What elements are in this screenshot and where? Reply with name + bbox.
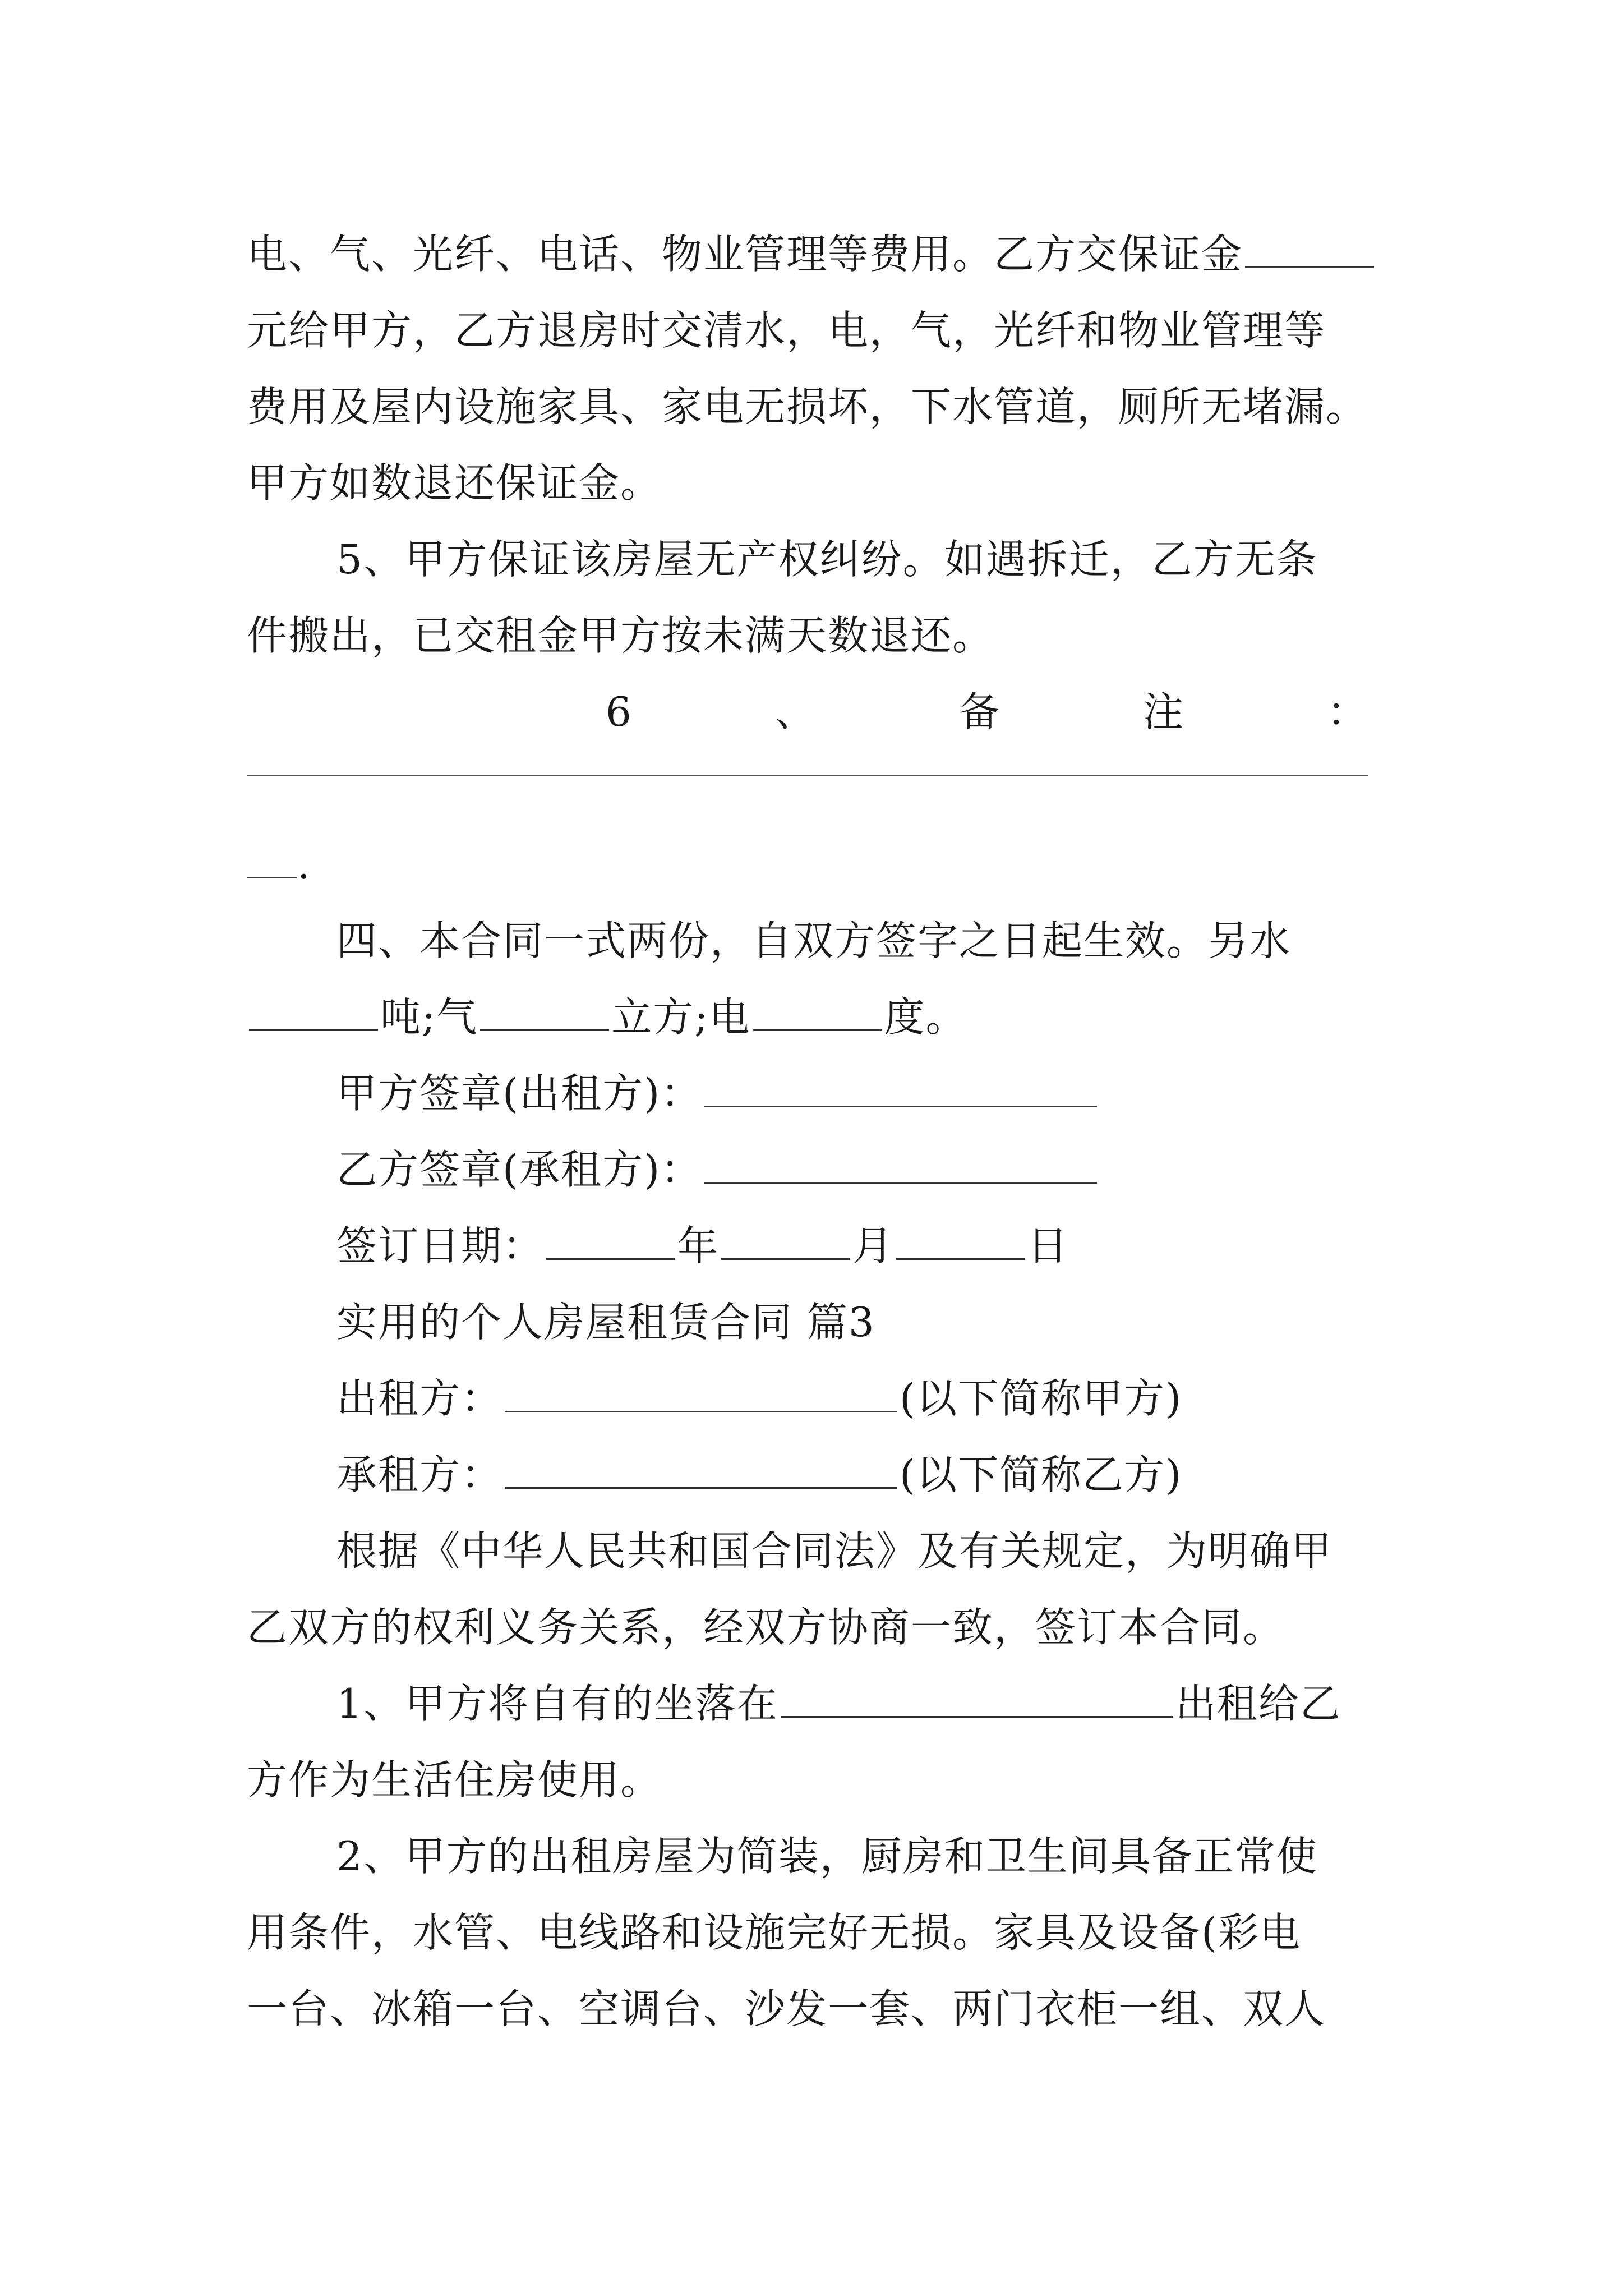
year-label: 年 xyxy=(677,1222,720,1269)
lessee-suffix: (以下简称乙方) xyxy=(900,1451,1183,1498)
party-a-signature xyxy=(247,1055,1385,1131)
preamble-line-2 xyxy=(247,1589,1385,1665)
paragraph-text: 根据《中华人民共和国合同法》及有关规定，为明确甲 xyxy=(336,1527,1333,1575)
paragraph-text: 2、甲方的出租房屋为简装，厨房和卫生间具备正常使 xyxy=(336,1833,1318,1880)
paragraph-text: 5、甲方保证该房屋无产权纠纷。如遇拆迁，乙方无条 xyxy=(336,536,1318,583)
paragraph-text: 用条件，水管、电线路和设施完好无损。家具及设备(彩电 xyxy=(247,1909,1302,1956)
text-line xyxy=(247,369,1385,445)
electricity-unit: 度。 xyxy=(884,993,967,1041)
section-3-title xyxy=(247,1284,1385,1360)
item-1-prefix: 1、甲方将自有的坐落在 xyxy=(336,1680,778,1727)
remarks-line xyxy=(247,775,1368,776)
paragraph-text: 乙双方的权利义务关系，经双方协商一致，签订本合同。 xyxy=(247,1604,1285,1651)
remarks-tail xyxy=(247,826,1385,903)
paragraph-text: 电、气、光纤、电话、物业管理等费用。乙方交保证金 xyxy=(247,231,1243,278)
lessee-line xyxy=(247,1437,1385,1513)
clause-6-char: ： xyxy=(1326,688,1368,735)
deposit-blank xyxy=(1245,244,1374,268)
clause-6-char: 、 xyxy=(774,688,817,735)
preamble-line-1 xyxy=(247,1513,1385,1589)
document-body xyxy=(247,216,1385,2047)
paragraph-text: 甲方如数退还保证金。 xyxy=(247,459,662,507)
lessor-label: 出租方： xyxy=(336,1375,503,1422)
remarks-tail-blank xyxy=(247,854,297,878)
water-blank xyxy=(249,1007,378,1031)
signing-date xyxy=(247,1208,1385,1284)
item-1-line-1 xyxy=(247,1665,1385,1742)
day-blank xyxy=(896,1236,1025,1260)
lessor-suffix: (以下简称甲方) xyxy=(900,1375,1183,1422)
gas-blank xyxy=(480,1007,609,1031)
paragraph-text: 四、本合同一式两份，自双方签字之日起生效。另水 xyxy=(336,917,1292,964)
clause-6-heading xyxy=(247,674,1385,750)
paragraph-text: 费用及屋内设施家具、家电无损坏，下水管道，厕所无堵漏。 xyxy=(247,383,1368,430)
text-line xyxy=(247,216,1385,292)
clause-6-char: 6 xyxy=(606,688,633,735)
month-label: 月 xyxy=(852,1222,895,1269)
year-blank xyxy=(546,1236,675,1260)
lessor-line xyxy=(247,1360,1385,1437)
clause-5-line-2 xyxy=(247,597,1385,674)
month-blank xyxy=(721,1236,850,1260)
paragraph-text: 件搬出，已交租金甲方按未满天数退还。 xyxy=(247,612,994,659)
party-a-label: 甲方签章(出租方)： xyxy=(336,1070,703,1117)
section-title: 实用的个人房屋租赁合同 篇3 xyxy=(336,1299,875,1346)
water-unit: 吨;气 xyxy=(380,993,478,1041)
lessor-blank xyxy=(505,1388,897,1412)
clause-6-char: 注 xyxy=(1142,688,1184,735)
clause-6-char: 备 xyxy=(958,688,1000,735)
item-1-suffix: 出租给乙 xyxy=(1175,1680,1341,1727)
paragraph-text: 方作为生活住房使用。 xyxy=(247,1756,662,1803)
text-line xyxy=(247,445,1385,521)
item-1-line-2 xyxy=(247,1742,1385,1818)
party-a-blank xyxy=(704,1083,1097,1107)
day-label: 日 xyxy=(1027,1222,1069,1269)
lessee-blank xyxy=(505,1465,897,1489)
clause-5-line-1 xyxy=(247,521,1385,597)
text-line xyxy=(247,292,1385,369)
paragraph-text: 一台、冰箱一台、空调台、沙发一套、两门衣柜一组、双人 xyxy=(247,1985,1326,2032)
location-blank xyxy=(781,1694,1173,1718)
paragraph-text: 元给甲方，乙方退房时交清水，电，气，光纤和物业管理等 xyxy=(247,307,1326,354)
remarks-rule xyxy=(247,750,1385,826)
lessee-label: 承租方： xyxy=(336,1451,503,1498)
date-label: 签订日期： xyxy=(336,1222,545,1269)
party-b-blank xyxy=(704,1159,1097,1184)
gas-unit: 立方;电 xyxy=(611,993,751,1041)
item-2-line-2 xyxy=(247,1894,1385,1971)
item-2-line-1 xyxy=(247,1818,1385,1894)
party-b-signature xyxy=(247,1131,1385,1208)
clause-four-line-1 xyxy=(247,903,1385,979)
electricity-blank xyxy=(753,1007,882,1031)
remarks-tail-dot: . xyxy=(297,841,311,888)
party-b-label: 乙方签章(承租方)： xyxy=(336,1146,703,1193)
clause-four-line-2 xyxy=(247,979,1385,1055)
item-2-line-3 xyxy=(247,1971,1385,2047)
